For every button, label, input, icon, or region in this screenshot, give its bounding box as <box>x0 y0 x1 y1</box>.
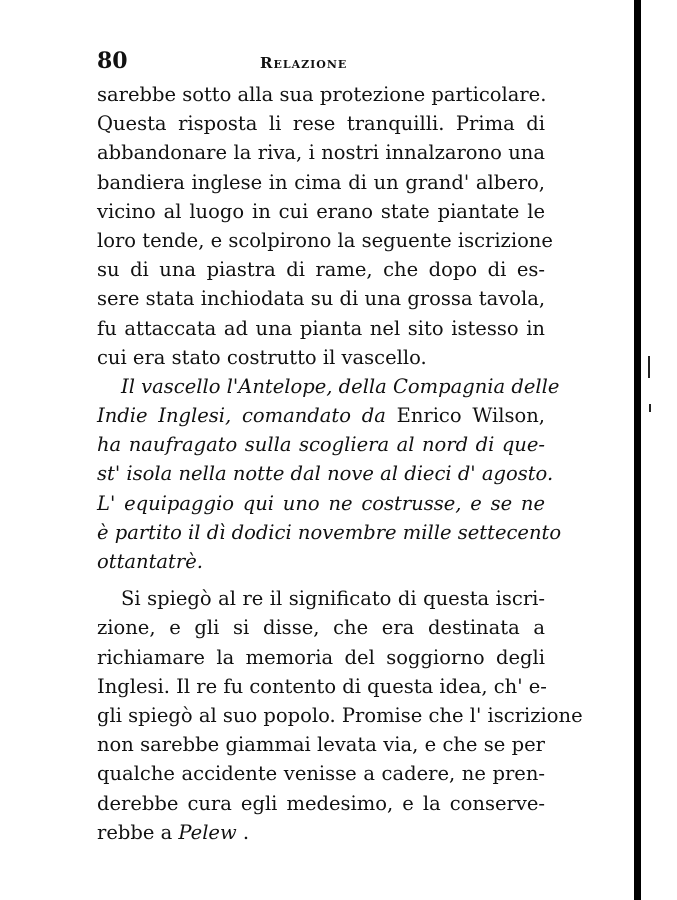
text-line: Si spiegò al re il significato di questa iscri- <box>121 587 545 611</box>
text-line: non sarebbe giammai levata via, e che se per <box>97 733 545 757</box>
place-name: Pelew <box>178 820 237 844</box>
text-line: sarebbe sotto alla sua protezione particolare. <box>97 83 547 106</box>
text-line: sere stata inchiodata su di una grossa tavola, <box>97 287 546 311</box>
running-head: Relazione <box>260 54 348 72</box>
inscription-line: st' isola nella notte dal nove al dieci d' agosto. <box>97 462 554 486</box>
text-line: fu attaccata ad una pianta nel sito istesso in <box>97 316 545 340</box>
paragraph-gap <box>97 576 545 584</box>
text-line: vicino al luogo in cui erano state piantate le <box>97 199 545 223</box>
inscription-line <box>97 401 545 430</box>
edge-mark <box>648 356 650 378</box>
paragraph-1 <box>97 80 553 372</box>
text-line-start: rebbe a <box>97 820 173 844</box>
inscription-line: Il vascello l'Antelope, della Compagnia delle <box>121 374 560 398</box>
inscription-line: ha naufragato sulla scogliera al nord di que- <box>97 433 545 457</box>
end-punctuation: . <box>242 820 250 844</box>
text-line: cui era stato costrutto il vascello. <box>97 345 427 369</box>
inscription-line: è partito il dì dodici novembre mille settecento <box>97 520 562 544</box>
inscription-line-text: Indie Inglesi, comandato da <box>97 404 386 428</box>
text-line: richiamare la memoria del soggiorno degli <box>97 645 545 669</box>
edge-mark <box>649 404 651 412</box>
text-line: zione, e gli si disse, che era destinata a <box>97 616 545 640</box>
text-line <box>97 818 545 847</box>
inscription-line: ottantatrè. <box>97 550 203 573</box>
inscription-line: L' equipaggio qui uno ne costrusse, e se ne <box>97 491 545 515</box>
body-text <box>97 80 583 847</box>
paragraph-2 <box>97 584 583 847</box>
text-line: loro tende, e scolpirono la seguente iscrizione <box>97 228 553 252</box>
binding-edge <box>634 0 641 900</box>
text-line: Questa risposta li rese tranquilli. Prima di <box>97 112 545 136</box>
text-line: gli spiegò al suo popolo. Promise che l' iscrizione <box>97 703 583 727</box>
text-line: derebbe cura egli medesimo, e la conserve- <box>97 791 545 815</box>
text-line: bandiera inglese in cima di un grand' albero, <box>97 170 545 194</box>
text-line: su di una piastra di rame, che dopo di es- <box>97 258 545 282</box>
text-line: Inglesi. Il re fu contento di questa idea, ch' e- <box>97 674 547 698</box>
text-line: qualche accidente venisse a cadere, ne pren- <box>97 762 545 786</box>
inscription-paragraph <box>97 372 562 576</box>
page-header <box>97 46 547 76</box>
text-line: abbandonare la riva, i nostri innalzarono una <box>97 141 545 165</box>
inscription-name: Enrico Wilson, <box>396 404 546 428</box>
page-number: 80 <box>97 48 128 74</box>
